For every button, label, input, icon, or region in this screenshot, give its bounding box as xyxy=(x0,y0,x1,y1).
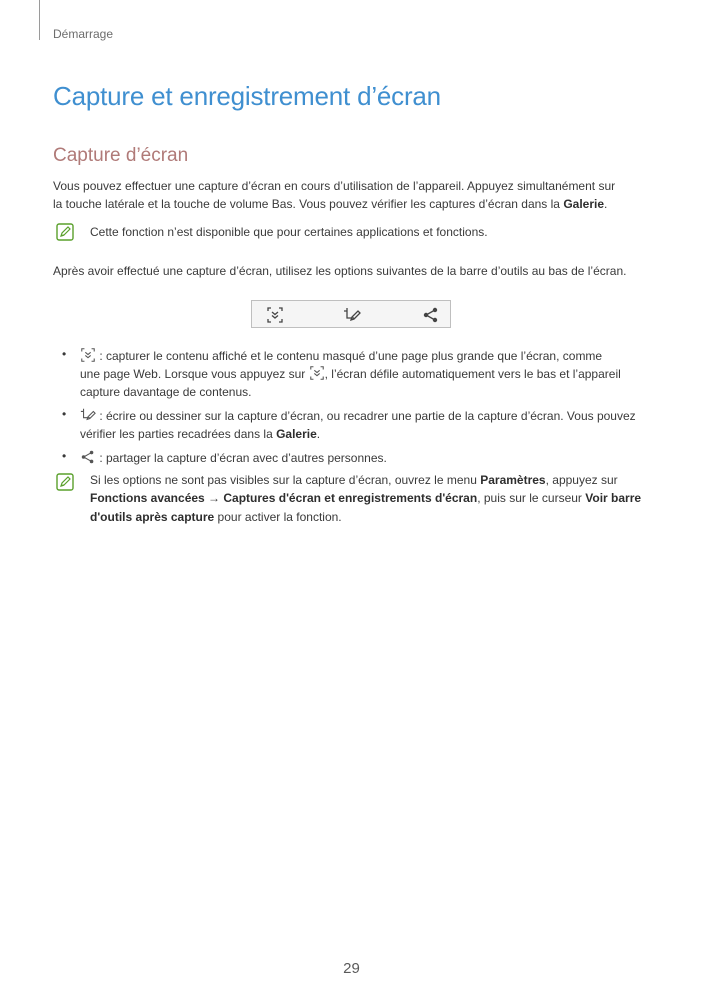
bullet-1-text: : capturer le contenu affiché et le contenu masqué d’une page plus grande que l’écran, comme xyxy=(96,349,603,363)
note-2-text: pour activer la fonction. xyxy=(214,510,342,524)
note-icon xyxy=(56,223,74,241)
bullet-1-line-1 xyxy=(80,347,602,365)
running-header: Démarrage xyxy=(53,27,114,41)
bullet-2-punct: . xyxy=(316,427,321,441)
intro-line-2 xyxy=(53,195,607,213)
bullet-3-line-1 xyxy=(80,449,387,467)
scroll-capture-icon xyxy=(309,365,325,381)
page-number: 29 xyxy=(343,960,360,977)
arrow-separator: → xyxy=(204,491,224,505)
page-title: Capture et enregistrement d’écran xyxy=(53,81,441,111)
intro-punct: . xyxy=(604,197,608,211)
note-icon xyxy=(56,473,74,491)
voir-barre-term: Voir barre xyxy=(585,491,642,505)
outils-term: d'outils après capture xyxy=(90,510,215,524)
galerie-term: Galerie xyxy=(276,427,317,441)
note-1-text: Cette fonction n’est disponible que pour certaines applications et fonctions. xyxy=(90,225,488,239)
note-2-line-1 xyxy=(90,471,618,489)
note-2-line-3 xyxy=(90,508,342,526)
after-capture-text: Après avoir effectué une capture d’écran, utilisez les options suivantes de la barre d’outils au bas de l’écran. xyxy=(53,264,627,278)
bullet-dot: • xyxy=(62,449,67,463)
section-title: Capture d’écran xyxy=(53,145,189,166)
fonctions-avancees-term: Fonctions avancées xyxy=(90,491,205,505)
edit-draw-icon[interactable] xyxy=(343,306,361,324)
bullet-2-line-1 xyxy=(80,407,636,425)
bullet-dot: • xyxy=(62,407,67,421)
note-2-text: , appuyez sur xyxy=(545,473,618,487)
share-icon[interactable] xyxy=(422,306,440,324)
share-icon xyxy=(80,449,96,465)
bullet-1-text-b: , l’écran défile automatiquement vers le bas et l’appareil xyxy=(324,367,621,381)
bullet-2-line-2 xyxy=(80,425,320,443)
bullet-1-line-2 xyxy=(80,365,621,383)
bullet-2-text-a: vérifier les parties recadrées dans la xyxy=(80,427,277,441)
parametres-term: Paramètres xyxy=(480,473,546,487)
captures-term: Captures d'écran et enregistrements d'écran xyxy=(223,491,478,505)
edit-draw-icon xyxy=(80,407,96,423)
bullet-2-text: : écrire ou dessiner sur la capture d’écran, ou recadrer une partie de la capture d’écran. Vous pouvez xyxy=(96,409,636,423)
galerie-term: Galerie xyxy=(563,197,605,211)
margin-rule xyxy=(39,0,40,40)
bullet-dot: • xyxy=(62,347,67,361)
bullet-1-line-3: capture davantage de contenus. xyxy=(80,385,252,399)
scroll-capture-icon xyxy=(80,347,96,363)
bullet-3-text: : partager la capture d’écran avec d’autres personnes. xyxy=(96,451,387,465)
note-2-line-2 xyxy=(90,489,641,507)
bullet-1-text-a: une page Web. Lorsque vous appuyez sur xyxy=(80,367,309,381)
scroll-capture-icon[interactable] xyxy=(266,306,284,324)
screenshot-toolbar xyxy=(251,300,451,328)
note-2-text: Si les options ne sont pas visibles sur la capture d’écran, ouvrez le menu xyxy=(90,473,481,487)
intro-line-1: Vous pouvez effectuer une capture d’écran en cours d’utilisation de l’appareil. Appuyez simultanément sur xyxy=(53,179,616,193)
intro-text: la touche latérale et la touche de volume Bas. Vous pouvez vérifier les captures d’écran dans la xyxy=(53,197,564,211)
note-2-text: , puis sur le curseur xyxy=(477,491,586,505)
